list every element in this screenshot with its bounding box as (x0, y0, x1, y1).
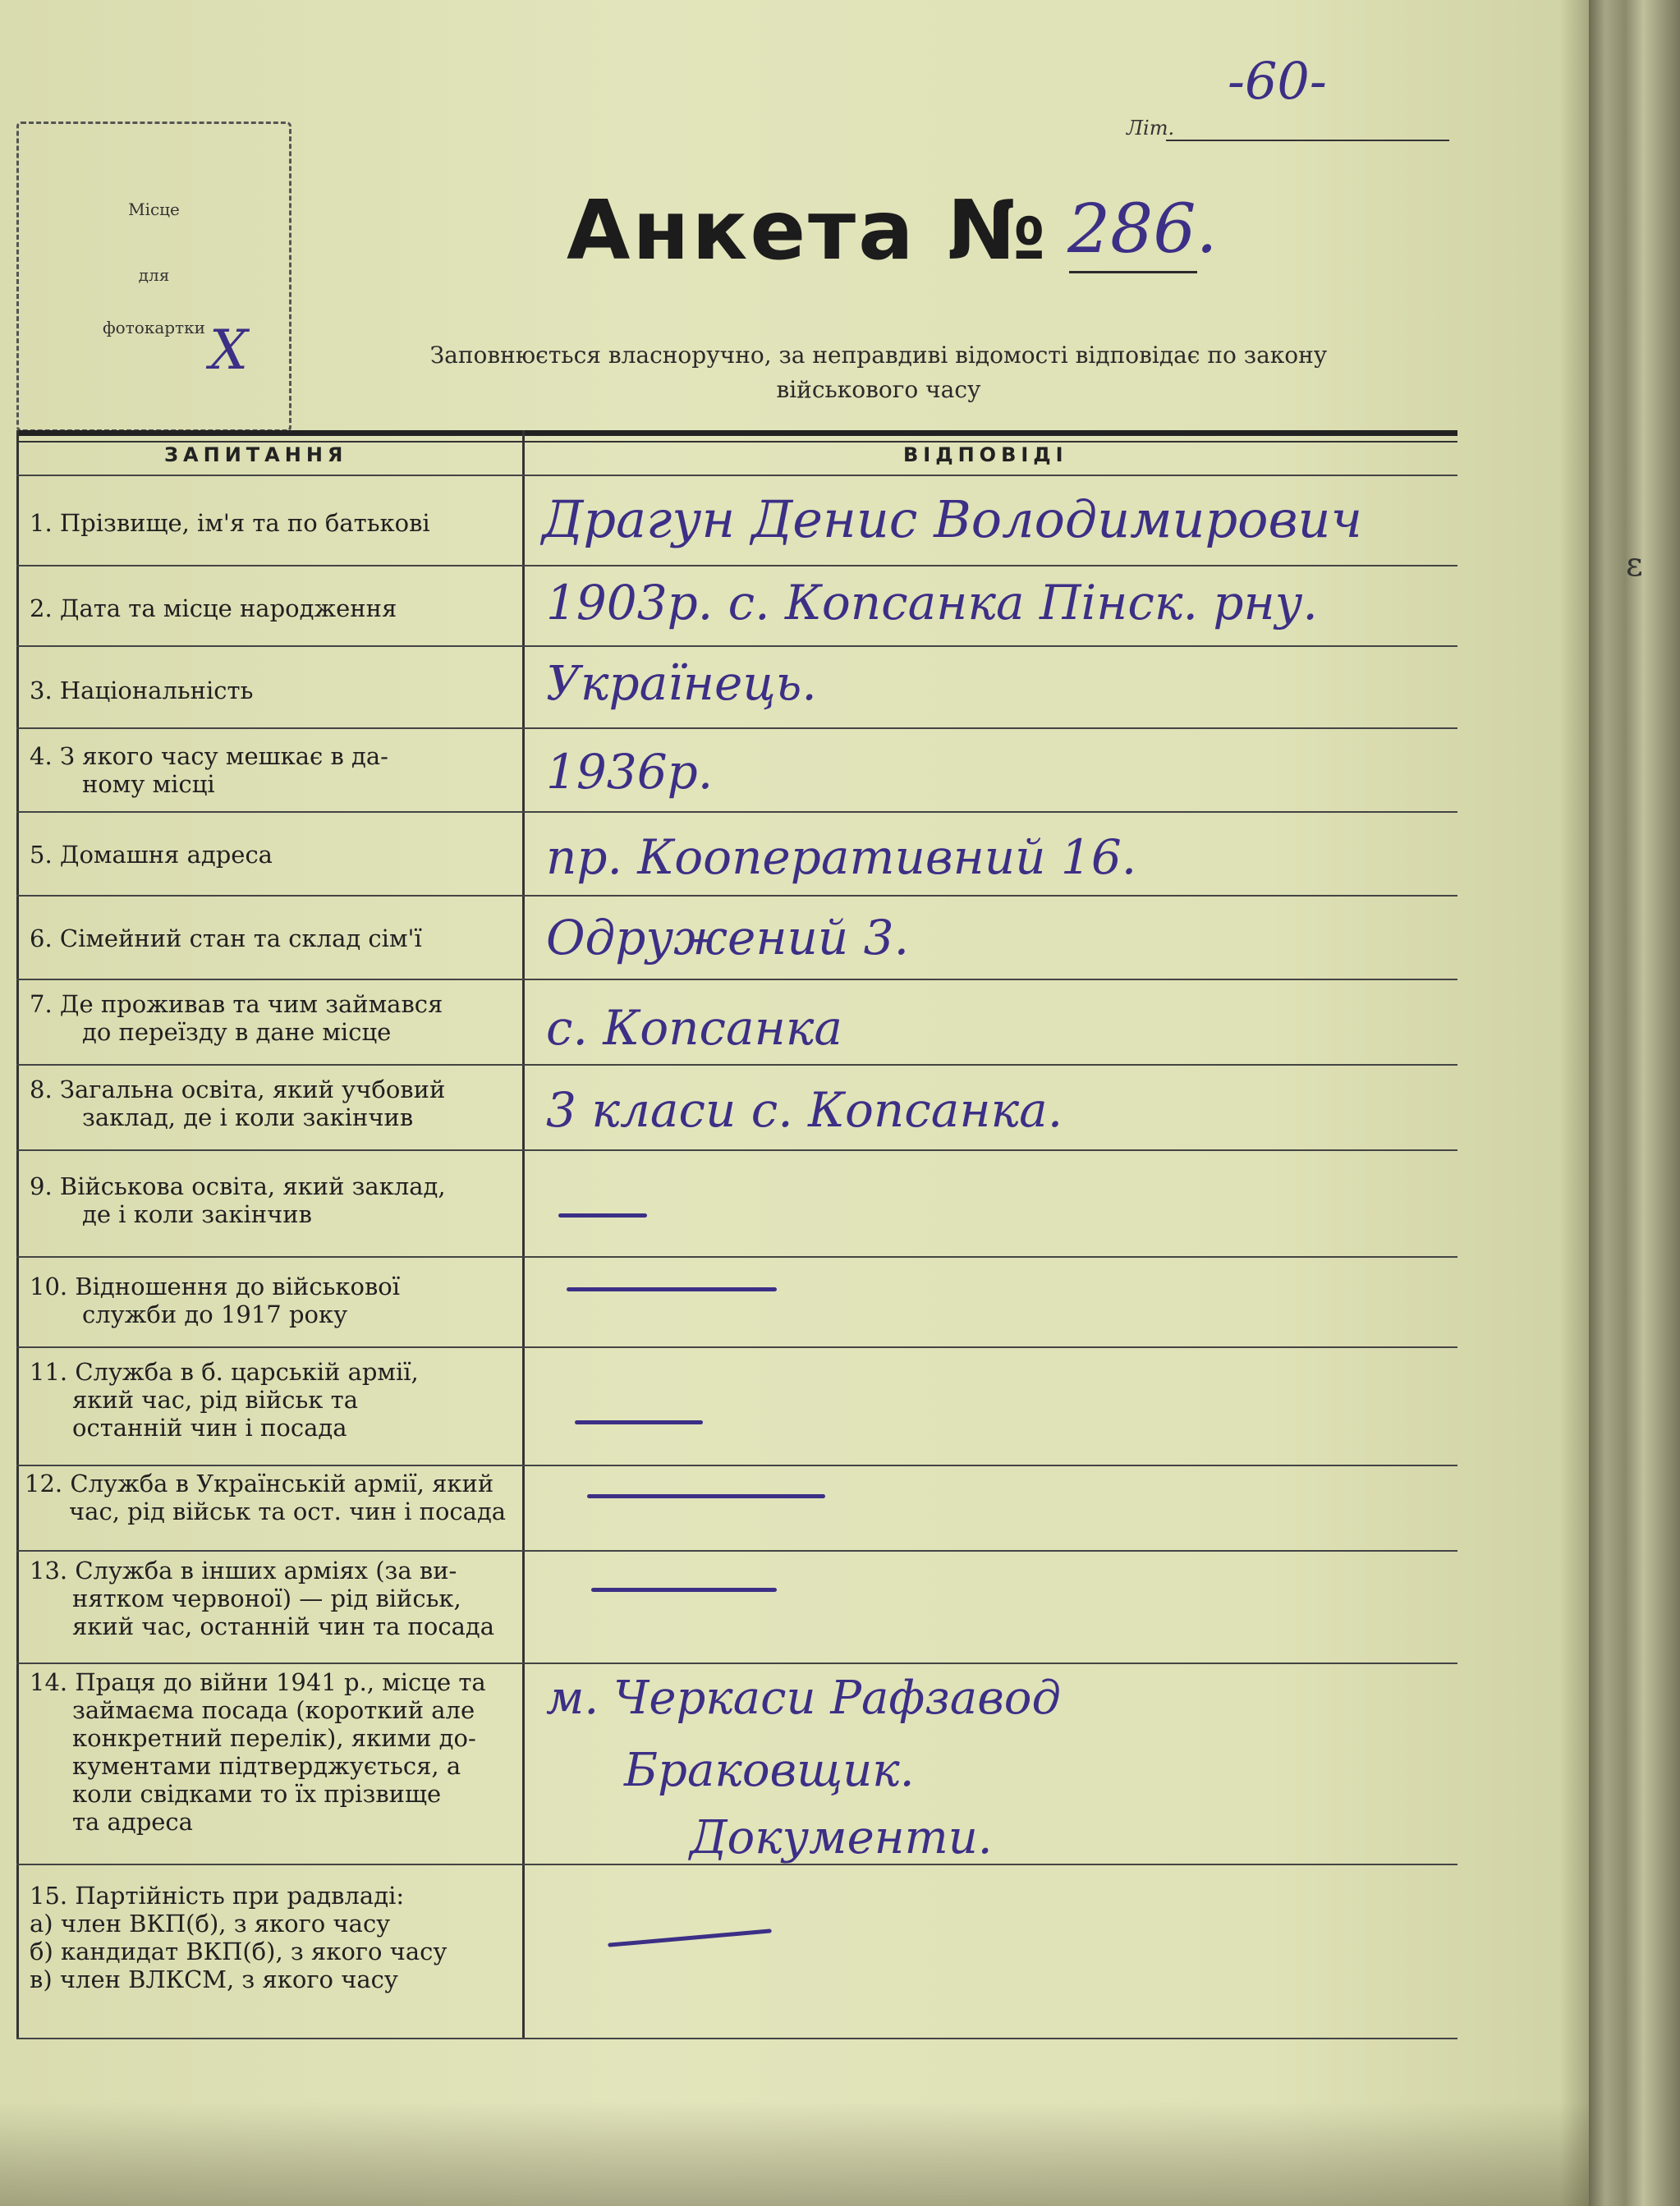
row-separator (16, 1663, 1457, 1664)
question-13: 13. Служба в інших арміях (за ви- нятком червоної) — рід військ, який час, останній чин та посада (30, 1557, 495, 1640)
row-separator (16, 1465, 1457, 1466)
question-5: 5. Домашня адреса (30, 841, 273, 869)
document-title: Анкета № (567, 182, 1049, 278)
table-top-rule (16, 430, 1457, 436)
row-separator (16, 2038, 1457, 2039)
question-9: 9. Військова освіта, який заклад, де і коли закінчив (30, 1172, 446, 1228)
answer-12-dash (587, 1494, 825, 1498)
answer-1: Драгун Денис Володимирович (542, 489, 1363, 549)
photo-label-line1: Місце (128, 200, 180, 219)
answer-13-dash (591, 1588, 777, 1592)
row-separator (16, 1346, 1457, 1348)
question-2: 2. Дата та місце народження (30, 594, 397, 622)
photo-label-line3: фотокартки (103, 318, 205, 337)
binder-page-edges (1589, 0, 1680, 2206)
photo-label-line2: для (138, 265, 170, 285)
fill-instructions-line2: військового часу (776, 376, 981, 403)
table-top-rule-thin (16, 441, 1457, 443)
question-7: 7. Де проживав та чим займався до переїзду в дане місце (30, 990, 443, 1046)
question-14: 14. Праця до війни 1941 р., місце та займаєма посада (короткий але конкретний перелік), якими до- кументами підтверджується, а коли свідками то їх прізвище та адреса (30, 1668, 486, 1836)
page-bottom-shadow (0, 2102, 1589, 2206)
photo-handwritten-mark: X (209, 319, 248, 382)
row-separator (16, 979, 1457, 980)
answer-14-line1: м. Черкаси Рафзавод (546, 1672, 1061, 1725)
answer-15-dash (608, 1929, 772, 1947)
question-4: 4. З якого часу мешкає в да- ному місці (30, 742, 388, 798)
question-15: 15. Партійність при радвладі: а) член ВКП(б), з якого часу б) кандидат ВКП(б), з якого часу в) член ВЛКСМ, з якого часу (30, 1882, 448, 1993)
answer-5: пр. Кооперативний 16. (546, 829, 1137, 885)
table-column-divider (522, 430, 525, 2039)
answer-10-dash (567, 1287, 777, 1291)
answer-7: с. Копсанка (546, 1000, 842, 1056)
document-number: 286. (1067, 190, 1218, 268)
answer-14-line2: Браковщик. (624, 1744, 915, 1797)
column-header-answers: ВІДПОВІДІ (903, 443, 1068, 466)
column-header-questions: ЗАПИТАННЯ (164, 443, 348, 466)
question-1: 1. Прізвище, ім'я та по батькові (30, 509, 430, 537)
row-separator (16, 645, 1457, 647)
fill-instructions-line1: Заповнюється власноручно, за неправдиві відомості відповідає по закону (429, 342, 1328, 369)
question-11: 11. Служба в б. царській армії, який час, рід військ та останній чин і посада (30, 1358, 419, 1442)
question-3: 3. Національність (30, 676, 254, 704)
row-separator (16, 727, 1457, 729)
row-separator (16, 1550, 1457, 1552)
row-separator (16, 1149, 1457, 1151)
lit-value: -60- (1228, 51, 1327, 111)
lit-label: Літ. (1127, 117, 1175, 140)
question-6: 6. Сімейний стан та склад сім'ї (30, 924, 422, 952)
row-separator (16, 1064, 1457, 1066)
photo-placeholder-box (16, 122, 291, 432)
answer-11-dash (575, 1420, 703, 1424)
answer-8: 3 класи с. Копсанка. (546, 1082, 1063, 1138)
lit-underline (1166, 140, 1449, 141)
question-10: 10. Відношення до військової служби до 1917 року (30, 1273, 401, 1328)
row-separator (16, 895, 1457, 897)
table-left-border (16, 430, 19, 2039)
row-separator (16, 1256, 1457, 1258)
question-12: 12. Служба в Українській армії, який час, рід військ та ост. чин і посада (25, 1470, 507, 1525)
answer-3: Українець. (546, 655, 817, 711)
page-spine-shadow (1560, 0, 1589, 2206)
row-separator (16, 475, 1457, 476)
answer-9-dash (558, 1213, 647, 1218)
edge-margin-mark: ε (1626, 546, 1643, 584)
answer-2: 1903р. с. Копсанка Пінск. рну. (546, 575, 1318, 631)
question-8: 8. Загальна освіта, який учбовий заклад, де і коли закінчив (30, 1075, 446, 1131)
row-separator (16, 811, 1457, 813)
fill-instructions (328, 338, 1429, 407)
answer-6: Одружений 3. (546, 910, 910, 965)
document-number-underline (1069, 271, 1197, 273)
answer-4: 1936р. (546, 744, 714, 800)
row-separator (16, 565, 1457, 566)
answer-14-line3: Документи. (690, 1811, 993, 1864)
